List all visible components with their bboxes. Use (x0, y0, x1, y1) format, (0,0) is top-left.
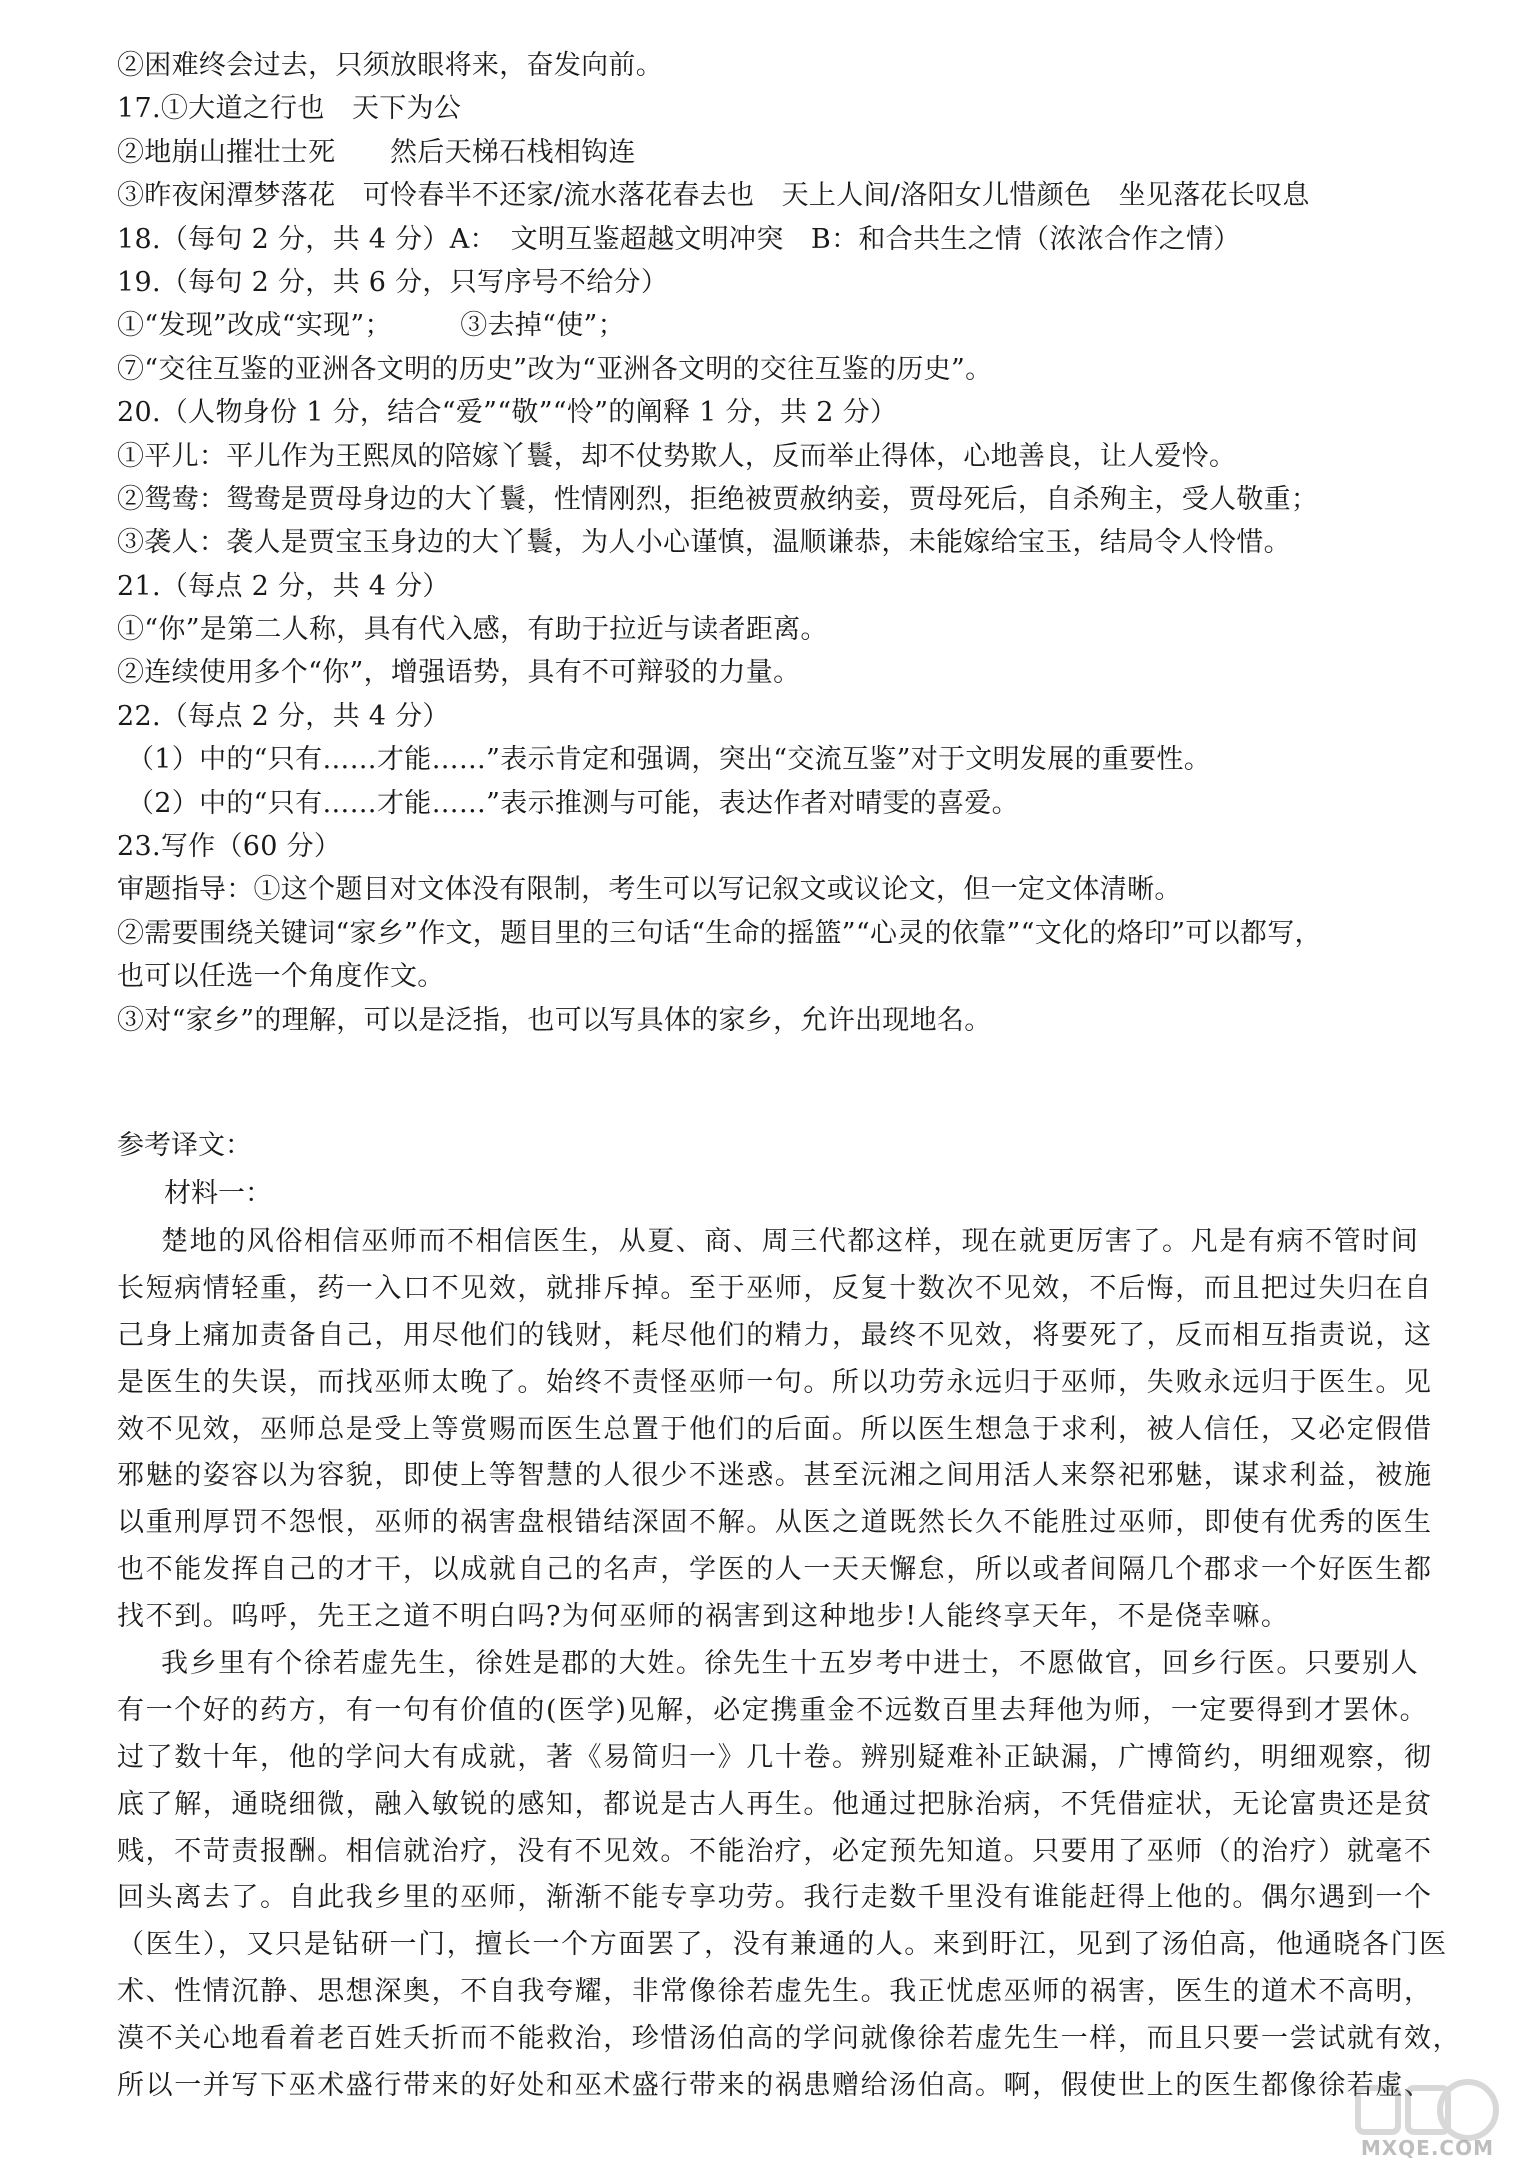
translation-body (117, 1219, 1462, 2110)
answer-line: 23.写作（60 分） (117, 831, 342, 863)
translation-line: 长短病情轻重，药一入口不见效，就排斥掉。至于巫师，反复十数次不见效，不后悔，而且把过失归在自 (117, 1272, 1433, 1304)
translation-line: 术、性情沉静、思想深奥，不自我夸耀，非常像徐若虚先生。我正忧虑巫师的祸害，医生的道术不高明， (117, 1976, 1433, 2008)
translation-line: 贱，不苛责报酬。相信就治疗，没有不见效。不能治疗，必定预先知道。只要用了巫师（的治疗）就毫不 (117, 1835, 1433, 1867)
watermark-text: MXQE.COM (1360, 2136, 1494, 2160)
answer-line: ②地崩山摧壮士死 然后天梯石栈相钩连 (117, 136, 636, 168)
translation-line: 我乡里有个徐若虚先生，徐姓是郡的大姓。徐先生十五岁考中进士，不愿做官，回乡行医。只要别人 (161, 1648, 1420, 1680)
translation-line: 以重刑厚罚不怨恨，巫师的祸害盘根错结深固不解。从医之道既然长久不能胜过巫师，即使有优秀的医生 (117, 1507, 1433, 1539)
answer-line: ①“你”是第二人称，具有代入感，有助于拉近与读者距离。 (117, 614, 828, 646)
reference-title: 参考译文： (117, 1130, 252, 1161)
answer-line: ③对“家乡”的理解，可以是泛指，也可以写具体的家乡，允许出现地名。 (117, 1004, 992, 1036)
translation-line: 有一个好的药方，有一句有价值的(医学)见解，必定携重金不远数百里去拜他为师，一定要得到才罢休。 (117, 1694, 1429, 1726)
translation-line: 回头离去了。自此我乡里的巫师，渐渐不能专享功劳。我行走数千里没有谁能赶得上他的。偶尔遇到一个 (117, 1882, 1433, 1914)
answer-line: ③昨夜闲潭梦落花 可怜春半不还家/流水落花春去也 天上人间/洛阳女儿惜颜色 坐见落花长叹息 (117, 180, 1310, 212)
answer-line: 20.（人物身份 1 分，结合“爱”“敬”“怜”的阐释 1 分，共 2 分） (117, 397, 898, 429)
translation-line: 漠不关心地看着老百姓夭折而不能救治，珍惜汤伯高的学问就像徐若虚先生一样，而且只要一尝试就有效， (117, 2023, 1462, 2055)
answer-line: （1）中的“只有……才能……”表示肯定和强调，突出“交流互鉴”对于文明发展的重要性。 (127, 744, 1211, 776)
answer-line: ②需要围绕关键词“家乡”作文，题目里的三句话“生命的摇篮”“心灵的依靠”“文化的烙印”可以都写， (117, 917, 1322, 949)
answer-line: ②鸳鸯：鸳鸯是贾母身边的大丫鬟，性情刚烈，拒绝被贾赦纳妾，贾母死后，自杀殉主，受人敬重； (117, 483, 1319, 515)
answer-line: 也可以任选一个角度作文。 (117, 961, 445, 993)
translation-line: 效不见效，巫师总是受上等赏赐而医生总置于他们的后面。所以医生想急于求利，被人信任，又必定假借 (117, 1413, 1433, 1445)
translation-line: 所以一并写下巫术盛行带来的好处和巫术盛行带来的祸患赠给汤伯高。啊，假使世上的医生都像徐若虚、 (117, 2070, 1433, 2102)
translation-line: 找不到。呜呼，先王之道不明白吗?为何巫师的祸害到这种地步!人能终享天年，不是侥幸嘛。 (117, 1601, 1290, 1633)
translation-line: 过了数十年，他的学问大有成就，著《易简归一》几十卷。辨别疑难补正缺漏，广博简约，明细观察，彻 (117, 1741, 1433, 1773)
translation-line: 也不能发挥自己的才干，以成就自己的名声，学医的人一天天懈怠，所以或者间隔几个郡求一个好医生都 (117, 1554, 1433, 1586)
translation-line: 是医生的失误，而找巫师太晚了。始终不责怪巫师一句。所以功劳永远归于巫师，失败永远归于医生。见 (117, 1366, 1433, 1398)
answer-line: 审题指导：①这个题目对文体没有限制，考生可以写记叙文或议论文，但一定文体清晰。 (117, 874, 1182, 906)
translation-line: 邪魅的姿容以为容貌，即使上等智慧的人很少不迷惑。甚至沅湘之间用活人来祭祀邪魅，谋求利益，被施 (117, 1460, 1433, 1492)
answer-line: ①“发现”改成“实现”； ③去掉“使”； (117, 310, 625, 342)
answer-line: 21.（每点 2 分，共 4 分） (117, 570, 450, 602)
translation-line: 底了解，通晓细微，融入敏锐的感知，都说是古人再生。他通过把脉治病，不凭借症状，无论富贵还是贫 (117, 1788, 1433, 1820)
answer-line: 22.（每点 2 分，共 4 分） (117, 700, 450, 732)
translation-line: 楚地的风俗相信巫师而不相信医生，从夏、商、周三代都这样，现在就更厉害了。凡是有病不管时间 (161, 1226, 1420, 1257)
answer-line: （2）中的“只有……才能……”表示推测与可能，表达作者对晴雯的喜爱。 (127, 787, 1019, 819)
answer-line: ②连续使用多个“你”，增强语势，具有不可辩驳的力量。 (117, 657, 801, 689)
translation-line: 己身上痛加责备自己，用尽他们的钱财，耗尽他们的精力，最终不见效，将要死了，反而相互指责说，这 (117, 1319, 1433, 1351)
answer-line: ②困难终会过去，只须放眼将来，奋发向前。 (117, 50, 663, 81)
answer-line: 17.①大道之行也 天下为公 (117, 93, 462, 125)
answer-line: ③袭人：袭人是贾宝玉身边的大丫鬟，为人小心谨慎，温顺谦恭，未能嫁给宝玉，结局令人怜惜。 (117, 527, 1291, 559)
answer-line: ⑦“交往互鉴的亚洲各文明的历史”改为“亚洲各文明的交往互鉴的历史”。 (117, 353, 993, 385)
answer-line: ①平儿：平儿作为王熙凤的陪嫁丫鬟，却不仗势欺人，反而举止得体，心地善良，让人爱怜。 (117, 440, 1237, 472)
reference-subtitle: 材料一： (164, 1178, 272, 1209)
translation-line: （医生），又只是钻研一门，擅长一个方面罢了，没有兼通的人。来到盱江，见到了汤伯高，他通晓各门医 (117, 1929, 1448, 1961)
answer-line: 18.（每句 2 分，共 4 分）A： 文明互鉴超越文明冲突 B：和合共生之情（浓浓合作之情） (117, 223, 1241, 255)
answer-line: 19.（每句 2 分，共 6 分，只写序号不给分） (117, 266, 669, 298)
answer-section (117, 44, 1457, 1042)
